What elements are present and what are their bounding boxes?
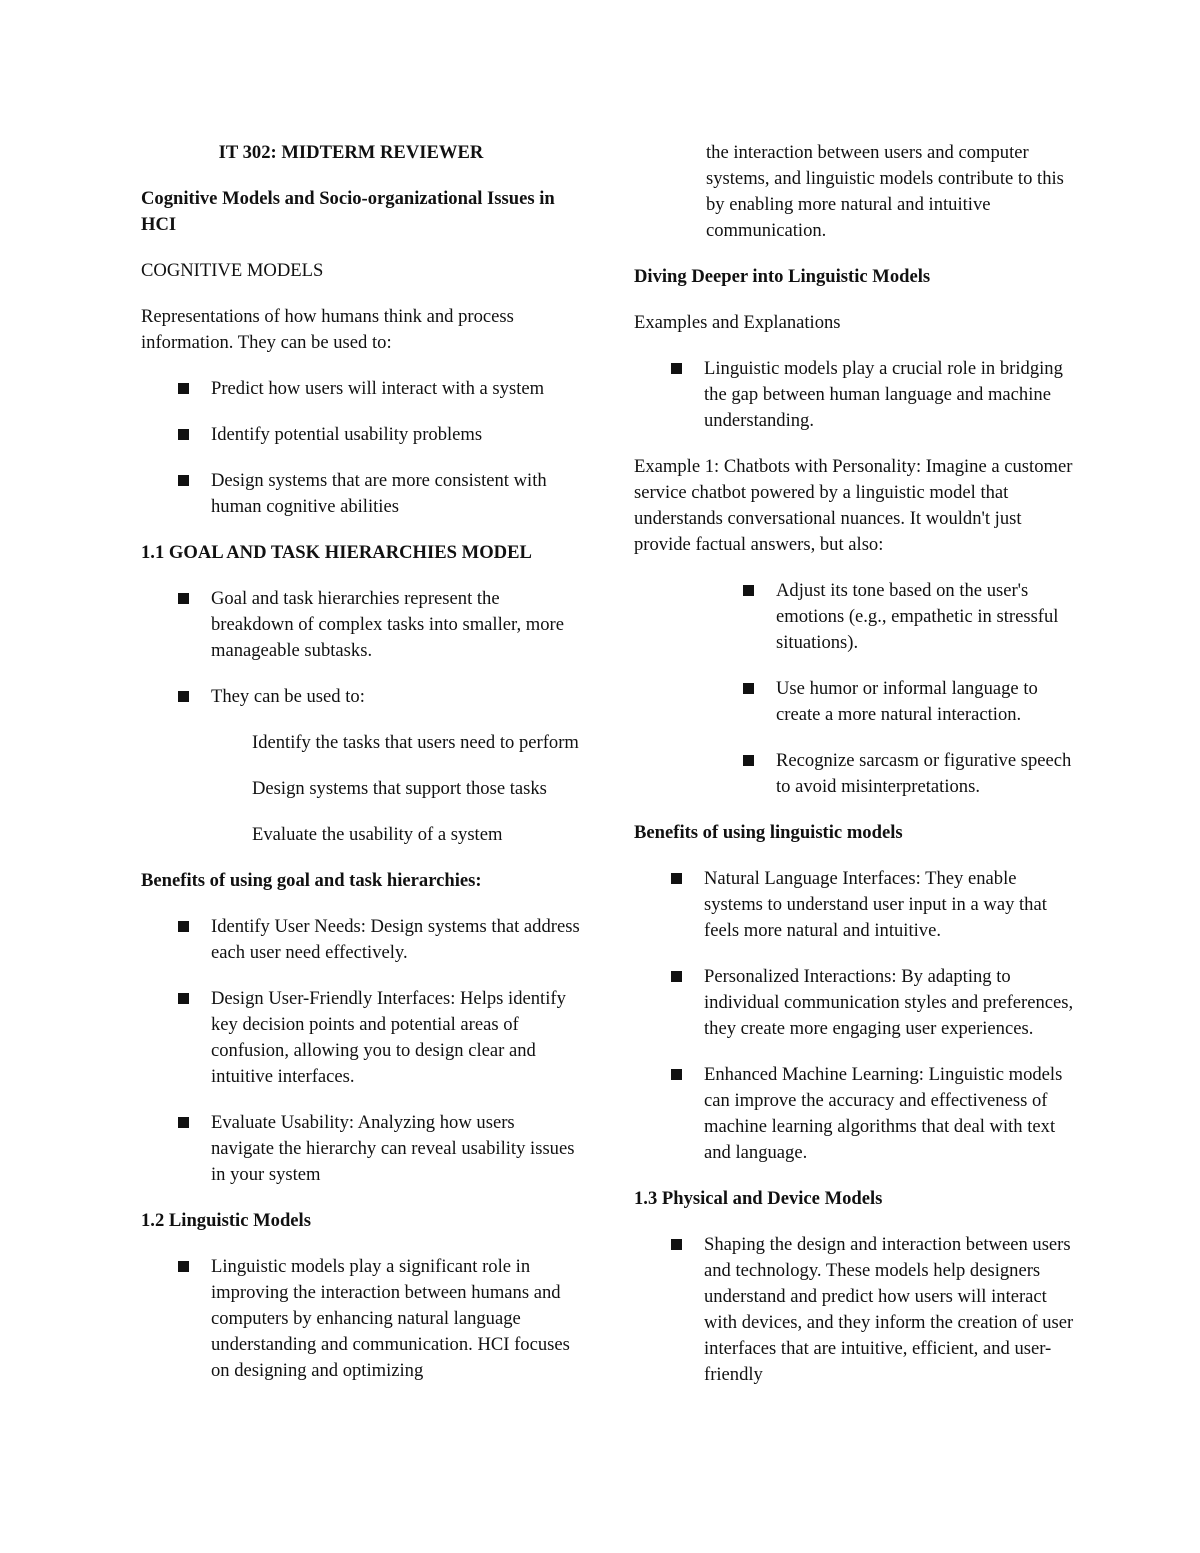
list-item: Identify User Needs: Design systems that address each user need effectively. xyxy=(141,914,581,966)
list-item: Enhanced Machine Learning: Linguistic models can improve the accuracy and effectiveness of machine learning algorithms that deal with text and language. xyxy=(634,1062,1074,1166)
goal-task-heading: 1.1 GOAL AND TASK HIERARCHIES MODEL xyxy=(141,542,532,563)
list-item: Adjust its tone based on the user's emotions (e.g., empathetic in stressful situations). xyxy=(634,578,1074,656)
list-item: Design User-Friendly Interfaces: Helps identify key decision points and potential areas of confusion, allowing you to design clear and intuitive interfaces. xyxy=(141,986,581,1090)
list-item: Design systems that are more consistent with human cognitive abilities xyxy=(141,468,581,520)
square-bullet-icon xyxy=(671,1069,682,1080)
goal-task-uses-list xyxy=(141,730,581,848)
list-item: Design systems that support those tasks xyxy=(252,778,547,799)
square-bullet-icon xyxy=(178,593,189,604)
benefits-linguistic-heading: Benefits of using linguistic models xyxy=(634,822,903,843)
benefits-goal-heading: Benefits of using goal and task hierarchies: xyxy=(141,870,482,891)
document-subtitle: Cognitive Models and Socio-organizational Issues in HCI xyxy=(141,188,555,235)
diving-deeper-heading: Diving Deeper into Linguistic Models xyxy=(634,266,931,287)
list-item: Identify potential usability problems xyxy=(141,422,581,448)
list-item: Identify the tasks that users need to perform xyxy=(252,732,579,753)
cognitive-models-intro: Representations of how humans think and process information. They can be used to: xyxy=(141,306,514,353)
square-bullet-icon xyxy=(178,475,189,486)
right-column xyxy=(634,140,1074,1408)
square-bullet-icon xyxy=(178,429,189,440)
linguistic-models-list xyxy=(141,1254,581,1384)
square-bullet-icon xyxy=(178,691,189,702)
list-item: Shaping the design and interaction between users and technology. These models help designers understand and predict how users will interact with devices, and they inform the creation of user interfaces that are intuitive, efficient, and user-friendly xyxy=(634,1232,1074,1388)
linguistic-models-heading: 1.2 Linguistic Models xyxy=(141,1210,311,1231)
linguistic-continuation: the interaction between users and computer systems, and linguistic models contribute to this by enabling more natural and intuitive communication. xyxy=(706,142,1064,241)
list-item: Personalized Interactions: By adapting to individual communication styles and preferences, they create more engaging user experiences. xyxy=(634,964,1074,1042)
cognitive-models-list xyxy=(141,376,581,520)
left-column xyxy=(141,140,581,1404)
square-bullet-icon xyxy=(178,1117,189,1128)
list-item: Use humor or informal language to create a more natural interaction. xyxy=(634,676,1074,728)
list-item: Recognize sarcasm or figurative speech to avoid misinterpretations. xyxy=(634,748,1074,800)
list-item: Goal and task hierarchies represent the breakdown of complex tasks into smaller, more manageable subtasks. xyxy=(141,586,581,664)
list-item: They can be used to: xyxy=(141,684,581,710)
example-1-paragraph: Example 1: Chatbots with Personality: Imagine a customer service chatbot powered by a linguistic model that understands conversational nuances. It wouldn't just provide factual answers, but also: xyxy=(634,456,1073,555)
list-item: Linguistic models play a crucial role in bridging the gap between human language and machine understanding. xyxy=(634,356,1074,434)
diving-deeper-list xyxy=(634,356,1074,434)
physical-device-list xyxy=(634,1232,1074,1388)
examples-label: Examples and Explanations xyxy=(634,312,841,333)
list-item: Natural Language Interfaces: They enable systems to understand user input in a way that feels more natural and intuitive. xyxy=(634,866,1074,944)
square-bullet-icon xyxy=(671,873,682,884)
square-bullet-icon xyxy=(743,755,754,766)
square-bullet-icon xyxy=(743,585,754,596)
list-item: Evaluate the usability of a system xyxy=(252,824,503,845)
list-item: Predict how users will interact with a system xyxy=(141,376,581,402)
square-bullet-icon xyxy=(671,971,682,982)
square-bullet-icon xyxy=(743,683,754,694)
cognitive-models-heading: COGNITIVE MODELS xyxy=(141,260,324,281)
list-item: Evaluate Usability: Analyzing how users navigate the hierarchy can reveal usability issues in your system xyxy=(141,1110,581,1188)
list-item: Linguistic models play a significant role in improving the interaction between humans and computers by enhancing natural language understanding and communication. HCI focuses on designing and optimizing xyxy=(141,1254,581,1384)
goal-task-list xyxy=(141,586,581,710)
square-bullet-icon xyxy=(671,363,682,374)
physical-device-heading: 1.3 Physical and Device Models xyxy=(634,1188,883,1209)
square-bullet-icon xyxy=(671,1239,682,1250)
square-bullet-icon xyxy=(178,921,189,932)
example-1-list xyxy=(634,578,1074,800)
square-bullet-icon xyxy=(178,1261,189,1272)
square-bullet-icon xyxy=(178,383,189,394)
benefits-linguistic-list xyxy=(634,866,1074,1166)
square-bullet-icon xyxy=(178,993,189,1004)
document-title: IT 302: MIDTERM REVIEWER xyxy=(218,142,484,163)
benefits-goal-list xyxy=(141,914,581,1188)
